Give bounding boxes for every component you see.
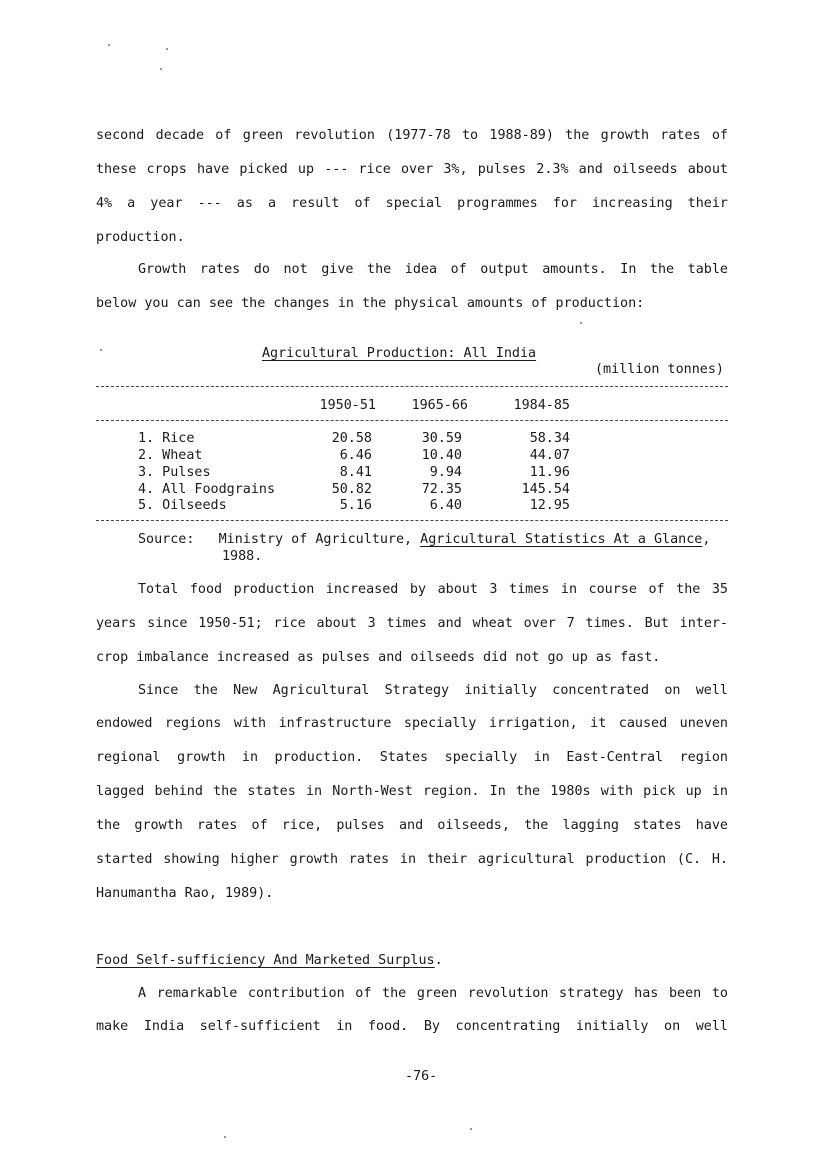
text-line: A remarkable contribution of the green revolution strategy has been to [138, 986, 728, 1001]
scan-speck [108, 44, 110, 46]
table-rule-bottom [96, 520, 728, 521]
text-line: these crops have picked up --- rice over 3%, pulses 2.3% and oilseeds about [96, 162, 728, 177]
text-line: Growth rates do not give the idea of output amounts. In the table [138, 262, 728, 277]
table-cell: 6.40 [429, 498, 462, 513]
text-line: below you can see the changes in the physical amounts of production: [96, 296, 645, 311]
heading-text: Food Self-sufficiency And Marketed Surplus [96, 953, 435, 968]
text-line: production. [96, 230, 185, 245]
row-label: 1. Rice [138, 431, 195, 446]
table-cell: 8.41 [339, 465, 372, 480]
text-line: crop imbalance increased as pulses and oilseeds did not go up as fast. [96, 650, 661, 665]
table-cell: 58.34 [529, 431, 570, 446]
column-header: 1950-51 [319, 398, 376, 413]
source-title: Agricultural Statistics At a Glance [420, 532, 703, 547]
table-cell: 50.82 [331, 482, 372, 497]
scan-speck [100, 349, 102, 351]
row-label: 4. All Foodgrains [138, 482, 276, 497]
text-line: regional growth in production. States specially in East-Central region [96, 750, 728, 765]
text-line: lagged behind the states in North-West region. In the 1980s with pick up in [96, 784, 728, 799]
text-line: make India self-sufficient in food. By concentrating initially on well [96, 1019, 728, 1034]
table-cell: 11.96 [529, 465, 570, 480]
table-source [138, 532, 710, 547]
table-cell: 9.94 [429, 465, 462, 480]
source-punct: , [702, 532, 711, 547]
text-line: Hanumantha Rao, 1989). [96, 886, 274, 901]
text-line: second decade of green revolution (1977-78 to 1988-89) the growth rates of [96, 128, 728, 143]
scan-speck [470, 1128, 472, 1130]
table-cell: 145.54 [521, 482, 570, 497]
table-rule-top [96, 386, 728, 387]
column-header: 1965-66 [411, 398, 468, 413]
row-label: 2. Wheat [138, 448, 203, 463]
text-line: Total food production increased by about 3 times in course of the 35 [138, 582, 728, 597]
table-rule-header [96, 420, 728, 421]
source-label: Source: [138, 532, 195, 547]
table-cell: 10.40 [421, 448, 462, 463]
table-cell: 30.59 [421, 431, 462, 446]
text-line: Since the New Agricultural Strategy initially concentrated on well [138, 683, 728, 698]
column-header: 1984-85 [513, 398, 570, 413]
text-line: endowed regions with infrastructure specially irrigation, it caused uneven [96, 716, 728, 731]
table-cell: 72.35 [421, 482, 462, 497]
row-label: 5. Oilseeds [138, 498, 227, 513]
text-line: started showing higher growth rates in their agricultural production (C. H. [96, 852, 728, 867]
text-line: years since 1950-51; rice about 3 times and wheat over 7 times. But inter- [96, 616, 728, 631]
scan-speck [160, 68, 162, 70]
table-unit: (million tonnes) [595, 362, 724, 377]
text-line: 4% a year --- as a result of special programmes for increasing their [96, 196, 728, 211]
row-label: 3. Pulses [138, 465, 211, 480]
source-year: 1988. [222, 549, 263, 564]
page-number: -76- [405, 1069, 438, 1084]
table-cell: 5.16 [339, 498, 372, 513]
source-text: Ministry of Agriculture, [218, 532, 413, 547]
table-cell: 12.95 [529, 498, 570, 513]
table-cell: 6.46 [339, 448, 372, 463]
table-title: Agricultural Production: All India [262, 346, 537, 361]
heading-punct: . [434, 953, 443, 968]
table-cell: 44.07 [529, 448, 570, 463]
scan-speck [166, 48, 168, 50]
scan-speck [580, 322, 582, 324]
table-cell: 20.58 [331, 431, 372, 446]
section-heading [96, 953, 728, 968]
text-line: the growth rates of rice, pulses and oilseeds, the lagging states have [96, 818, 728, 833]
scan-speck [224, 1136, 226, 1138]
